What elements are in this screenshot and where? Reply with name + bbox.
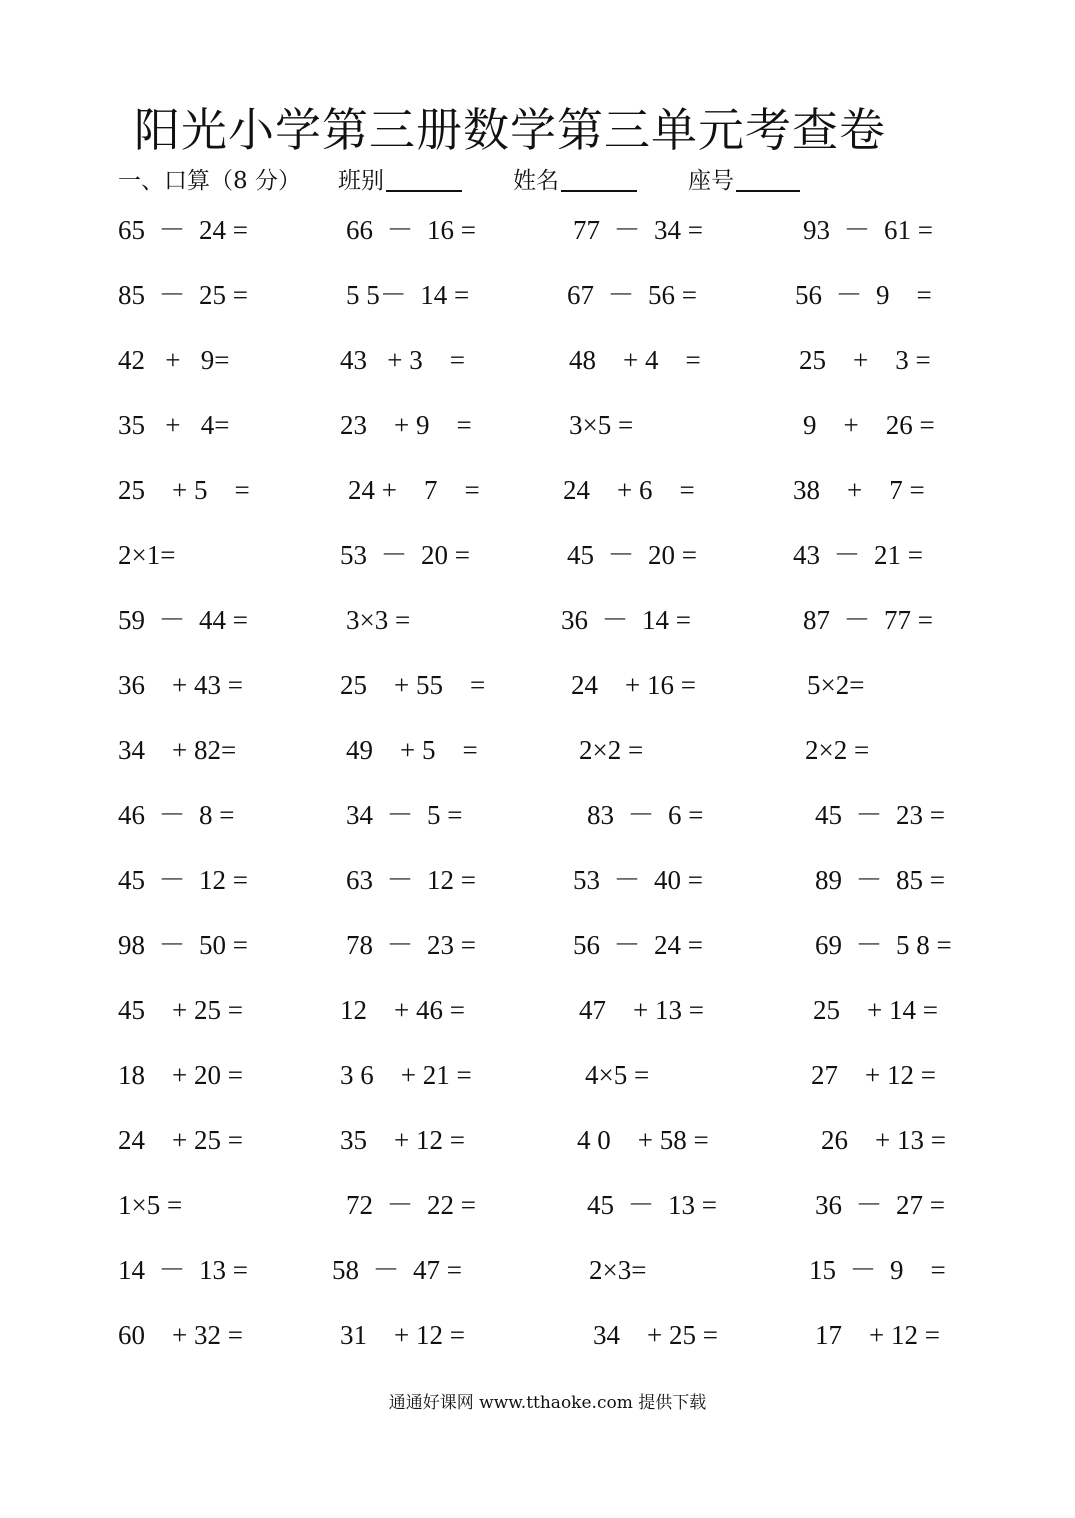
problem-r3-c3: 48 + 4 = xyxy=(569,345,701,375)
problem-r4-c4: 9 + 26 = xyxy=(803,410,935,440)
problem-r9-c1: 34 + 82= xyxy=(118,735,237,765)
problem-r13-c4: 25 + 14 = xyxy=(813,995,938,1025)
problem-r5-c1: 25 + 5 = xyxy=(118,475,250,505)
problem-r12-c3: 56 － 24 = xyxy=(573,930,703,960)
problem-r5-c3: 24 + 6 = xyxy=(563,475,695,505)
problem-r16-c1: 1×5 = xyxy=(118,1190,183,1220)
seat-blank[interactable] xyxy=(736,190,800,192)
problem-r8-c3: 24 + 16 = xyxy=(571,670,696,700)
problem-r11-c4: 89 － 85 = xyxy=(815,865,945,895)
page-title: 阳光小学第三册数学第三单元考查卷 xyxy=(134,103,886,157)
problem-r17-c3: 2×3= xyxy=(589,1255,647,1285)
name-label: 姓名 xyxy=(513,168,559,194)
problem-r11-c1: 45 － 12 = xyxy=(118,865,248,895)
problem-r15-c3: 4 0 + 58 = xyxy=(577,1125,709,1155)
problem-r12-c4: 69 － 5 8 = xyxy=(815,930,952,960)
problem-r10-c1: 46 － 8 = xyxy=(118,800,235,830)
problem-r10-c2: 34 － 5 = xyxy=(346,800,463,830)
problem-r18-c3: 34 + 25 = xyxy=(593,1320,718,1350)
problem-r15-c1: 24 + 25 = xyxy=(118,1125,243,1155)
problem-r7-c2: 3×3 = xyxy=(346,605,411,635)
problem-r2-c1: 85 － 25 = xyxy=(118,280,248,310)
problem-r2-c2: 5 5－ 14 = xyxy=(346,280,470,310)
problem-r12-c1: 98 － 50 = xyxy=(118,930,248,960)
problem-r8-c2: 25 + 55 = xyxy=(340,670,486,700)
name-blank[interactable] xyxy=(561,190,637,192)
problem-r1-c4: 93 － 61 = xyxy=(803,215,933,245)
problem-r10-c4: 45 － 23 = xyxy=(815,800,945,830)
problem-r8-c4: 5×2= xyxy=(807,670,865,700)
problem-r3-c4: 25 + 3 = xyxy=(799,345,931,375)
problem-r17-c4: 15 － 9 = xyxy=(809,1255,946,1285)
problem-r6-c2: 53 － 20 = xyxy=(340,540,470,570)
problem-r14-c2: 3 6 + 21 = xyxy=(340,1060,472,1090)
problem-r18-c1: 60 + 32 = xyxy=(118,1320,243,1350)
problem-r13-c1: 45 + 25 = xyxy=(118,995,243,1025)
problem-r2-c3: 67 － 56 = xyxy=(567,280,697,310)
problem-r8-c1: 36 + 43 = xyxy=(118,670,243,700)
class-label: 班别 xyxy=(338,168,384,194)
class-blank[interactable] xyxy=(386,190,462,192)
footer-credit: 通通好课网 www.tthaoke.com 提供下载 xyxy=(388,1393,707,1413)
problem-r6-c3: 45 － 20 = xyxy=(567,540,697,570)
problem-r18-c2: 31 + 12 = xyxy=(340,1320,465,1350)
problem-r9-c2: 49 + 5 = xyxy=(346,735,478,765)
problem-r6-c4: 43 － 21 = xyxy=(793,540,923,570)
problem-r6-c1: 2×1= xyxy=(118,540,176,570)
problem-r14-c3: 4×5 = xyxy=(585,1060,650,1090)
problem-r14-c4: 27 + 12 = xyxy=(811,1060,936,1090)
problem-r17-c2: 58 － 47 = xyxy=(332,1255,462,1285)
problem-r1-c1: 65 － 24 = xyxy=(118,215,248,245)
problem-r7-c1: 59 － 44 = xyxy=(118,605,248,635)
problem-r10-c3: 83 － 6 = xyxy=(587,800,704,830)
problem-r15-c2: 35 + 12 = xyxy=(340,1125,465,1155)
problem-r2-c4: 56 － 9 = xyxy=(795,280,932,310)
problem-r1-c2: 66 － 16 = xyxy=(346,215,476,245)
problem-r11-c2: 63 － 12 = xyxy=(346,865,476,895)
problem-r15-c4: 26 + 13 = xyxy=(821,1125,946,1155)
problem-r11-c3: 53 － 40 = xyxy=(573,865,703,895)
problem-r16-c4: 36 － 27 = xyxy=(815,1190,945,1220)
problem-r5-c2: 24 + 7 = xyxy=(348,475,480,505)
problem-r4-c3: 3×5 = xyxy=(569,410,634,440)
problem-r9-c4: 2×2 = xyxy=(805,735,870,765)
problem-r12-c2: 78 － 23 = xyxy=(346,930,476,960)
problem-r4-c2: 23 + 9 = xyxy=(340,410,472,440)
problem-r3-c1: 42 + 9= xyxy=(118,345,230,375)
section-label: 一、口算（8 分） xyxy=(118,168,301,194)
problem-r14-c1: 18 + 20 = xyxy=(118,1060,243,1090)
problem-r16-c2: 72 － 22 = xyxy=(346,1190,476,1220)
problem-r5-c4: 38 + 7 = xyxy=(793,475,925,505)
problem-r4-c1: 35 + 4= xyxy=(118,410,230,440)
problem-r18-c4: 17 + 12 = xyxy=(815,1320,940,1350)
seat-label: 座号 xyxy=(688,168,734,194)
problem-r16-c3: 45 － 13 = xyxy=(587,1190,717,1220)
problem-r7-c3: 36 － 14 = xyxy=(561,605,691,635)
problem-r17-c1: 14 － 13 = xyxy=(118,1255,248,1285)
problem-r9-c3: 2×2 = xyxy=(579,735,644,765)
problem-r7-c4: 87 － 77 = xyxy=(803,605,933,635)
problem-r3-c2: 43 + 3 = xyxy=(340,345,465,375)
problem-r1-c3: 77 － 34 = xyxy=(573,215,703,245)
problem-r13-c2: 12 + 46 = xyxy=(340,995,465,1025)
problem-r13-c3: 47 + 13 = xyxy=(579,995,704,1025)
